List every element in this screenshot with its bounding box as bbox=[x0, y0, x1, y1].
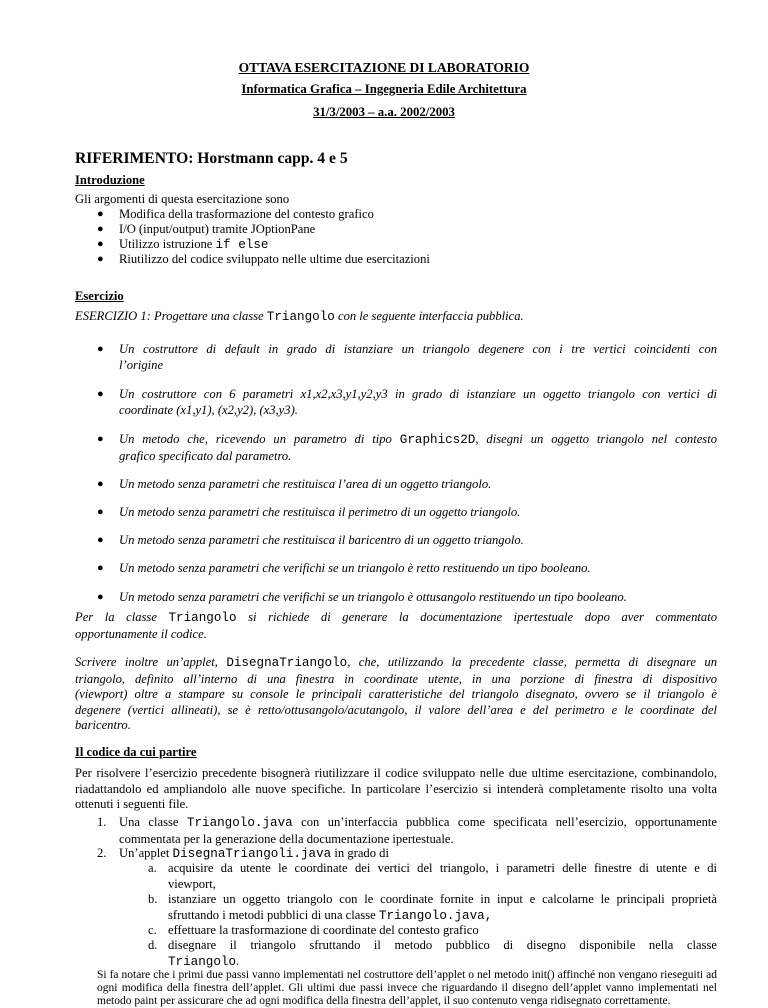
bullet-icon: ● bbox=[97, 478, 104, 490]
date-line: 31/3/2003 – a.a. 2002/2003 bbox=[313, 105, 455, 119]
intro-heading: Introduzione bbox=[75, 173, 145, 187]
document-title: OTTAVA ESERCITAZIONE DI LABORATORIO bbox=[238, 60, 530, 75]
bullet-icon: ● bbox=[97, 591, 104, 603]
document-page: OTTAVA ESERCITAZIONE DI LABORATORIO Informatica Grafica – Ingegneria Edile Architettura 31/3/2003 – a.a. 2002/2003 RIFERIMENTO: Horstmann capp. 4 e 5 Introduzione Gli argomenti di questa esercitazione sono ● Modifica della trasformazione del contesto grafico ● I/O (input/output) tramite JOptionPane ● Utilizzo istruzione if else ● Riutilizzo del codice sviluppato nelle ultime due esercitazioni Esercizio ESERCIZIO 1: Progettare una classe Triangolo con le seguente interfaccia pubblica. ● Un costruttore di default in grado di istanziare un triangolo degenere con i tre vertici coincidenti con l’origine ● Un costruttore con 6 parametri x1,x2,x3,y1,y2,y3 in grado di istanziare un oggetto triangolo con vertici di coordinate (x1,y1), (x2,y2), (x3,y3). ● Un metodo che, ricevendo un parametro di tipo Graphics2D, disegni un oggetto triangolo nel contesto grafico specificato dal parametro. ● Un metodo senza parametri che restituisca l’area di un oggetto triangolo. ● Un metodo senza parametri che restituisca il perimetro di un oggetto triangolo. ● Un metodo senza parametri che restituisca il baricentro di un oggetto triangolo. ● Un metodo senza parametri che verifichi se un triangolo è retto restituendo un tipo booleano. ● Un metodo senza parametri che verifichi se un triangolo è ottusangolo restituendo un tipo booleano. Per la classe Triangolo si richiede di generare la documentazione ipertestuale dopo aver commentato opportunamente il codice. Scrivere inoltre un’applet, DisegnaTriangolo, che, utilizzando la precedente classe, permetta di disegnare un triangolo, definito all’interno di una finestra in coordinate utente, in una porzione di finestra di dispositivo (viewport) oltre a stampare su console le principali caratteristiche del triangolo disegnato, ovvero se il triangolo è degenere (vertici allineati), se è retto/ottusangolo/acutangolo, il valore dell’area e del perimetro e le coordinate del baricentro. Il codice da cui partire Per risolvere l’esercizio precedente bisognerà riutilizzare il codice sviluppato nelle due ultime esercitazione, combinandolo, riadattandolo ed ampliandolo alle nuove specifiche. In particolare l’esercizio si intenderà completamente risolto una volta ottenuti i seguenti file. 1. Una classe Triangolo.java con un’interfaccia pubblica come specificata nell’esercizio, opportunamente commentata per la generazione della documentazione ipertestuale. 2. Un’applet DisegnaTriangoli.java in grado di a. acquisire da utente le coordinate dei vertici del triangolo, i parametri delle finestre di utente e di viewport, b. istanziare un oggetto triangolo con le coordinate fornite in input e calcolarne le principali proprietà sfruttando i metodi pubblici di una classe Triangolo.java, c. effettuare la trasformazione di coordinate del contesto grafico d. disegnare il triangolo sfruttando il metodo pubblico di disegno disponibile nella classe Triangolo. Si fa notare che i primi due passi vanno implementati nel costruttore dell’applet o nel metodo init() affinché non vengano rieseguiti ad ogni modifica della finestra dell’applet. Gli ultimi due passi invece che riguardando il disegno dell’applet vanno implementati nel metodo paint per assicurare che ad ogni modifica della finestra dell’applet, il suo contenuto venga ridisegnato correttamente. bbox=[0, 0, 768, 994]
bullet-icon: ● bbox=[97, 343, 104, 355]
lettered-item: d. disegnare il triangolo sfruttando il metodo pubblico di disegno disponibile nella classe Triangolo. bbox=[148, 938, 717, 969]
lettered-item: c. effettuare la trasformazione di coordinate del contesto grafico bbox=[148, 923, 479, 937]
bullet-icon: ● bbox=[97, 388, 104, 400]
bullet-icon: ● bbox=[97, 562, 104, 574]
lettered-item: a. acquisire da utente le coordinate dei vertici del triangolo, i parametri delle finestre di utente e di viewport, bbox=[148, 861, 717, 891]
lettered-item: b. istanziare un oggetto triangolo con le coordinate fornite in input e calcolarne le principali proprietà sfruttando i metodi pubblici di una classe Triangolo.java, bbox=[148, 892, 717, 923]
code-section-paragraph: Per risolvere l’esercizio precedente bisognerà riutilizzare il codice sviluppato nelle due ultime esercitazione, combinandolo, riadattandolo ed ampliandolo alle nuove specifiche. In particolare l’esercizio si intenderà completamente risolto una volta ottenuti i seguenti file. bbox=[75, 766, 717, 811]
numbered-item: 2. Un’applet DisegnaTriangoli.java in grado di bbox=[97, 846, 389, 861]
bullet-icon: ● bbox=[97, 208, 104, 220]
numbered-item: 1. Una classe Triangolo.java con un’interfaccia pubblica come specificata nell’esercizio, opportunamente commentata per la generazione della documentazione ipertestuale. bbox=[97, 815, 717, 846]
code-section-heading: Il codice da cui partire bbox=[75, 745, 197, 759]
bullet-icon: ● bbox=[97, 534, 104, 546]
bullet-icon: ● bbox=[97, 238, 104, 250]
exercise-lead: ESERCIZIO 1: Progettare una classe Triangolo con le seguente interfaccia pubblica. bbox=[75, 309, 524, 324]
exercise-item: ● Un costruttore di default in grado di istanziare un triangolo degenere con i tre vertici coincidenti con l’origine bbox=[97, 342, 717, 372]
bullet-icon: ● bbox=[97, 506, 104, 518]
exercise-item: ● Un costruttore con 6 parametri x1,x2,x3,y1,y2,y3 in grado di istanziare un oggetto triangolo con vertici di coordinate (x1,y1), (x2,y2), (x3,y3). bbox=[97, 387, 717, 417]
code-inline: if else bbox=[215, 238, 269, 252]
exercise-item: ● Un metodo che, ricevendo un parametro di tipo Graphics2D, disegni un oggetto triangolo nel contesto grafico specificato dal parametro. bbox=[97, 432, 717, 463]
bullet-icon: ● bbox=[97, 223, 104, 235]
final-paragraph: Si fa notare che i primi due passi vanno implementati nel costruttore dell’applet o nel metodo init() affinché non vengano rieseguiti ad ogni modifica della finestra dell’applet. Gli ultimi due passi invece che riguardando il disegno dell’applet vanno implementati nel metodo paint per assicurare che ad ogni modifica della finestra dell’applet, il suo contenuto venga ridisegnato correttamente. bbox=[97, 969, 717, 1007]
intro-lead: Gli argomenti di questa esercitazione sono bbox=[75, 192, 290, 206]
doc-paragraph: Per la classe Triangolo si richiede di generare la documentazione ipertestuale dopo aver commentato opportunamente il codice. bbox=[75, 610, 717, 641]
reference-heading: RIFERIMENTO: Horstmann capp. 4 e 5 bbox=[75, 150, 348, 167]
bullet-icon: ● bbox=[97, 433, 104, 445]
applet-paragraph: Scrivere inoltre un’applet, DisegnaTriangolo, che, utilizzando la precedente classe, permetta di disegnare un triangolo, definito all’interno di una finestra in coordinate utente, in una porzione di finestra di dispositivo (viewport) oltre a stampare su console le principali caratteristiche del triangolo disegnato, ovvero se il triangolo è degenere (vertici allineati), se è retto/ottusangolo/acutangolo, il valore dell’area e del perimetro e le coordinate del baricentro. bbox=[75, 655, 717, 732]
exercise-heading: Esercizio bbox=[75, 289, 124, 303]
course-title: Informatica Grafica – Ingegneria Edile Architettura bbox=[241, 82, 527, 96]
bullet-icon: ● bbox=[97, 253, 104, 265]
